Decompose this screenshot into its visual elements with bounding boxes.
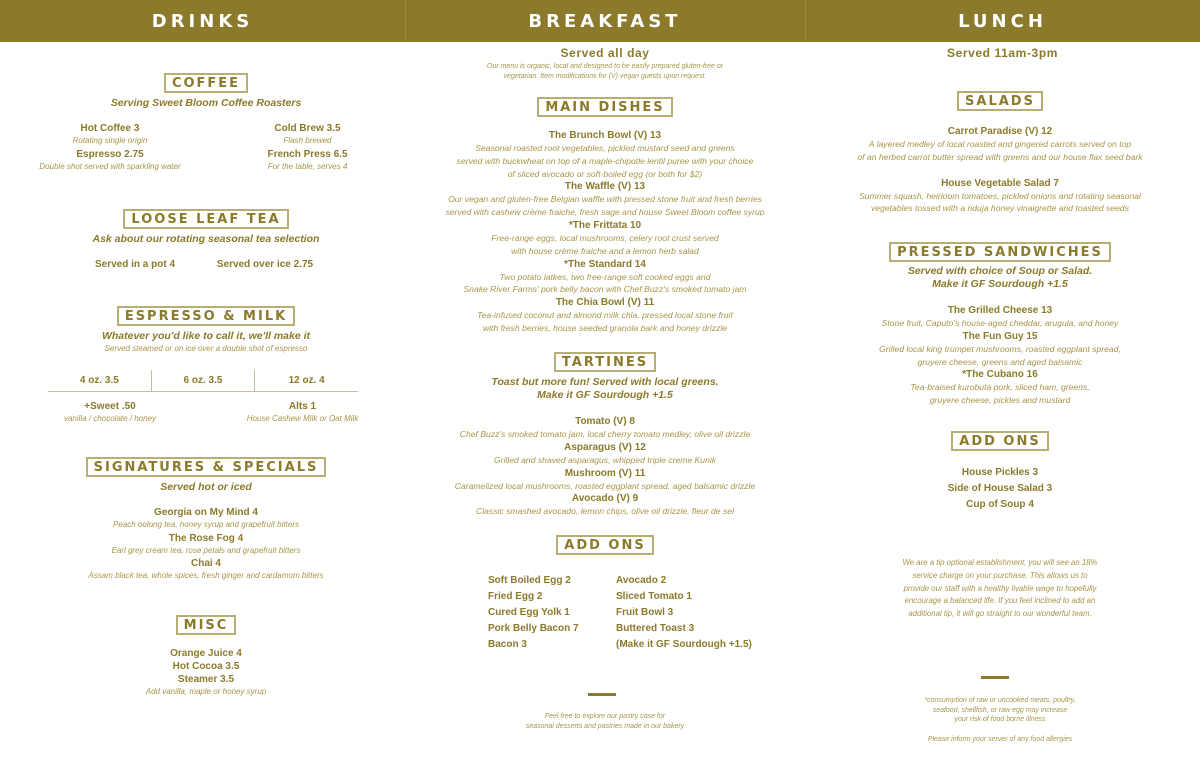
- espresso-subtitle: Whatever you'd like to call it, we'll make it: [101, 330, 311, 342]
- menu-item-name: Hot Cocoa 3.5: [172, 661, 240, 672]
- espresso-desc: Served steamed or on ice over a double shot of espresso: [104, 344, 308, 353]
- menu-item-desc: Assam black tea, whole spices, fresh ginger and cardamom bitters: [88, 571, 324, 580]
- menu-item-name: Asparagus (V) 12: [564, 441, 646, 453]
- menu-item-name: Alts 1: [288, 401, 317, 412]
- menu-item-name: The Fun Guy 15: [962, 330, 1038, 342]
- breakfast-divider: [588, 693, 616, 696]
- menu-item-desc: Tea-infused coconut and almond milk chia, pressed local stone fruit: [477, 310, 733, 321]
- main-dishes-section: [405, 97, 805, 335]
- breakfast-footer: [405, 712, 805, 731]
- warning-line: your risk of food borne illness: [954, 716, 1046, 723]
- menu-item-name: The Rose Fog 4: [168, 532, 244, 544]
- menu-item-desc: Rotating single origin: [72, 136, 148, 145]
- menu-item-desc: Caramelized local mushrooms, roasted eggplant spread, aged balsamic drizzle: [454, 480, 756, 491]
- lunch-addons-section: [805, 431, 1195, 513]
- lunch-divider: [981, 676, 1009, 679]
- menu-item-name: Mushroom (V) 11: [564, 467, 646, 479]
- addon-item: Buttered Toast 3: [616, 623, 695, 634]
- coffee-subtitle: Serving Sweet Bloom Coffee Roasters: [110, 97, 302, 109]
- menu-item-desc: Seasonal roasted root vegetables, pickled mustard seed and greens: [475, 143, 735, 153]
- breakfast-title: BREAKFAST: [528, 11, 682, 32]
- menu-item-name: The Waffle (V) 13: [564, 181, 646, 193]
- sandwiches-heading: PRESSED SANDWICHES: [889, 242, 1111, 262]
- menu-item-desc: Tea-braised kurobuta pork, sliced ham, greens,: [910, 382, 1090, 393]
- tip-note: [805, 557, 1195, 621]
- menu-item-name: Carrot Paradise (V) 12: [947, 126, 1053, 137]
- menu-item-name: French Press 6.5: [267, 148, 348, 160]
- breakfast-note: vegetarian. Item modifications for (V) vegan guests upon request.: [503, 72, 707, 80]
- menu-item-desc: Stone fruit, Caputo's house-aged cheddar, arugula, and honey: [881, 318, 1119, 328]
- misc-heading: MISC: [176, 615, 237, 635]
- menu-item-desc: vegetables tossed with a nduja honey vinaigrette and toasted seeds: [871, 203, 1129, 214]
- footer-note: seasonal desserts and pastries made in our bakery: [525, 722, 685, 730]
- menu-item-desc: gruyere cheese, greens and aged balsamic: [917, 356, 1083, 367]
- menu-item-name: Espresso 2.75: [76, 148, 144, 160]
- misc-section: [0, 615, 412, 699]
- size-cell: 4 oz. 3.5: [48, 370, 152, 391]
- menu-item-desc: Double shot served with sparkling water: [39, 161, 181, 171]
- menu-item-desc: Summer squash, heirloom tomatoes, pickled onions and rotating seasonal: [859, 190, 1141, 201]
- menu-item-desc: with fresh berries, house seeded granola bark and honey drizzle: [482, 322, 728, 333]
- menu-item-name: *The Frittata 10: [568, 219, 642, 231]
- lunch-footer: [805, 696, 1195, 744]
- salads-heading: SALADS: [957, 91, 1043, 111]
- tartines-section: [405, 352, 805, 518]
- drinks-title: DRINKS: [151, 11, 254, 32]
- menu-item-name: Orange Juice 4: [170, 648, 242, 659]
- tip-line: service charge on your purchase. This allows us to: [912, 570, 1088, 580]
- menu-item-desc: Peach oolong tea, honey syrup and grapefruit bitters: [113, 520, 299, 529]
- lunch-title: LUNCH: [958, 11, 1047, 32]
- tea-subtitle: Ask about our rotating seasonal tea selection: [92, 233, 320, 245]
- addon-item: Side of House Salad 3: [947, 483, 1053, 494]
- menu-item-name: Served in a pot 4: [94, 259, 176, 270]
- signatures-subtitle: Served hot or iced: [160, 481, 252, 493]
- breakfast-served: Served all day: [560, 46, 650, 60]
- menu-item-name: House Vegetable Salad 7: [941, 177, 1059, 189]
- menu-item-name: Steamer 3.5: [177, 674, 235, 685]
- menu-item-desc: gruyere cheese, pickles and mustard: [929, 395, 1071, 406]
- menu-item-desc: Snake River Farms' pork belly bacon with Chef Buzz's smoked tomato jam: [463, 284, 747, 295]
- breakfast-addons-section: [405, 535, 805, 555]
- menu-item-name: The Grilled Cheese 13: [947, 305, 1053, 316]
- breakfast-addons-heading: ADD ONS: [556, 535, 653, 555]
- sweet-option: [20, 400, 200, 426]
- menu-item-name: Avocado (V) 9: [571, 493, 639, 505]
- addon-item: Avocado 2: [616, 575, 667, 586]
- tartines-subtitle: Make it GF Sourdough +1.5: [537, 389, 673, 401]
- tea-pot: [60, 258, 210, 271]
- lunch-served: Served 11am-3pm: [946, 46, 1059, 60]
- menu-item-name: Cold Brew 3.5: [274, 123, 341, 134]
- sandwiches-subtitle: Served with choice of Soup or Salad.: [907, 265, 1093, 277]
- menu-item-name: *The Cubano 16: [962, 369, 1038, 381]
- coffee-section: [0, 73, 412, 110]
- menu-item-desc: vanilla / chocolate / honey: [63, 414, 157, 423]
- signatures-heading: SIGNATURES & SPECIALS: [86, 457, 327, 477]
- tip-line: We are a tip optional establishment, you will see an 18%: [902, 558, 1098, 567]
- menu-item-desc: Add vanilla, maple or honey syrup: [145, 687, 267, 696]
- espresso-section: [0, 306, 412, 356]
- tip-line: additional tip, it will go straight to our wonderful team.: [908, 609, 1092, 619]
- menu-item-name: Georgia on My Mind 4: [154, 507, 258, 518]
- menu-item-name: The Brunch Bowl (V) 13: [548, 130, 662, 141]
- footer-note: Feel free to explore our pastry case for: [544, 713, 666, 720]
- coffee-left-list: [10, 122, 210, 173]
- lunch-intro: [805, 46, 1200, 60]
- addon-item: (Make it GF Sourdough +1.5): [616, 639, 752, 650]
- addon-item: House Pickles 3: [961, 467, 1039, 478]
- sandwiches-section: [805, 242, 1195, 407]
- menu-item-name: Served over ice 2.75: [216, 259, 314, 270]
- allergy-note: Please inform your server of any food allergies: [927, 735, 1073, 743]
- addon-item: Sliced Tomato 1: [616, 591, 692, 602]
- menu-item-desc: Flash brewed: [283, 136, 332, 145]
- menu-item-desc: served with buckwheat on top of a maple-chipotle lentil puree with your choice: [456, 155, 754, 166]
- alts-option: [220, 400, 385, 426]
- tartines-subtitle: Toast but more fun! Served with local greens.: [491, 376, 719, 388]
- espresso-heading: ESPRESSO & MILK: [117, 306, 295, 326]
- breakfast-addons-right: [616, 573, 776, 653]
- menu-item-desc: Earl grey cream tea, rose petals and grapefruit bitters: [111, 545, 301, 555]
- addon-item: Fried Egg 2: [488, 591, 543, 602]
- warning-line: seafood, shellfish, or raw egg may increase: [932, 706, 1068, 714]
- menu-item-desc: served with cashew crème fraiche, fresh sage and house Sweet Bloom coffee syrup: [445, 207, 765, 218]
- breakfast-note: Our menu is organic, local and designed to be easily prepared gluten-free or: [486, 63, 724, 70]
- breakfast-intro: [405, 46, 805, 81]
- menu-item-desc: with house crème fraiche and a lemon herb salad: [511, 245, 699, 256]
- tea-ice: [190, 258, 340, 271]
- menu-item-name: Tomato (V) 8: [575, 416, 635, 427]
- tip-line: provide our staff with a healthy livable wage to hopefully: [903, 583, 1097, 593]
- menu-item-desc: of sliced avocado or soft-boiled egg (or both for $2): [507, 168, 703, 179]
- espresso-size-row: [48, 370, 358, 392]
- addon-item: Fruit Bowl 3: [616, 607, 674, 618]
- menu-item-desc: of an herbed carrot butter spread with greens and our house flax seed bark: [857, 151, 1143, 162]
- menu-item-desc: Grilled and shaved asparagus, whipped triple creme Kunik: [493, 454, 717, 465]
- menu-item-name: *The Standard 14: [564, 258, 646, 270]
- tartines-heading: TARTINES: [554, 352, 656, 372]
- tip-line: encourage a balanced life. If you feel inclined to add an: [904, 596, 1096, 606]
- menu-item-desc: Our vegan and gluten-free Belgian waffle with pressed stone fruit and fresh berries: [448, 194, 762, 205]
- coffee-heading: COFFEE: [164, 73, 248, 93]
- breakfast-addons-left: [488, 573, 618, 653]
- warning-line: *consumption of raw or uncooked meats, poultry,: [924, 697, 1076, 704]
- menu-item-desc: Two potato latkes, two free-range soft cooked eggs and: [499, 271, 711, 282]
- salads-section: [805, 91, 1195, 215]
- size-cell: 6 oz. 3.5: [152, 370, 256, 391]
- tea-section: [0, 209, 412, 246]
- tea-heading: LOOSE LEAF TEA: [123, 209, 288, 229]
- menu-item-desc: Free-range eggs, local mushrooms, celery root crust served: [491, 232, 719, 243]
- menu-item-name: +Sweet .50: [84, 401, 136, 412]
- addon-item: Cup of Soup 4: [966, 499, 1034, 510]
- addon-item: Bacon 3: [488, 639, 527, 650]
- addon-item: Cured Egg Yolk 1: [488, 607, 570, 618]
- main-dishes-heading: MAIN DISHES: [537, 97, 672, 117]
- addon-item: Pork Belly Bacon 7: [488, 623, 579, 634]
- lunch-addons-heading: ADD ONS: [951, 431, 1048, 451]
- menu-item-name: Hot Coffee 3: [80, 123, 140, 134]
- sandwiches-subtitle: Make it GF Sourdough +1.5: [932, 278, 1068, 290]
- coffee-right-list: [220, 122, 395, 173]
- menu-item-desc: Chef Buzz's smoked tomato jam, local cherry tomato medley, olive oil drizzle: [459, 429, 751, 439]
- menu-item-name: Chai 4: [190, 558, 221, 569]
- menu-item-desc: For the table, serves 4: [267, 161, 348, 171]
- menu-item-desc: A layered medley of local roasted and gingered carrots served on top: [868, 139, 1132, 149]
- size-cell: 12 oz. 4: [288, 375, 325, 386]
- menu-item-desc: Grilled local king trumpet mushrooms, roasted eggplant spread,: [879, 343, 1121, 354]
- signatures-section: [0, 457, 412, 583]
- menu-item-desc: Classic smashed avocado, lemon chips, olive oil drizzle, fleur de sel: [476, 506, 734, 517]
- addon-item: Soft Boiled Egg 2: [488, 575, 571, 586]
- menu-item-name: The Chia Bowl (V) 11: [555, 297, 655, 309]
- menu-item-desc: House Cashew Milk or Oat Milk: [246, 414, 359, 423]
